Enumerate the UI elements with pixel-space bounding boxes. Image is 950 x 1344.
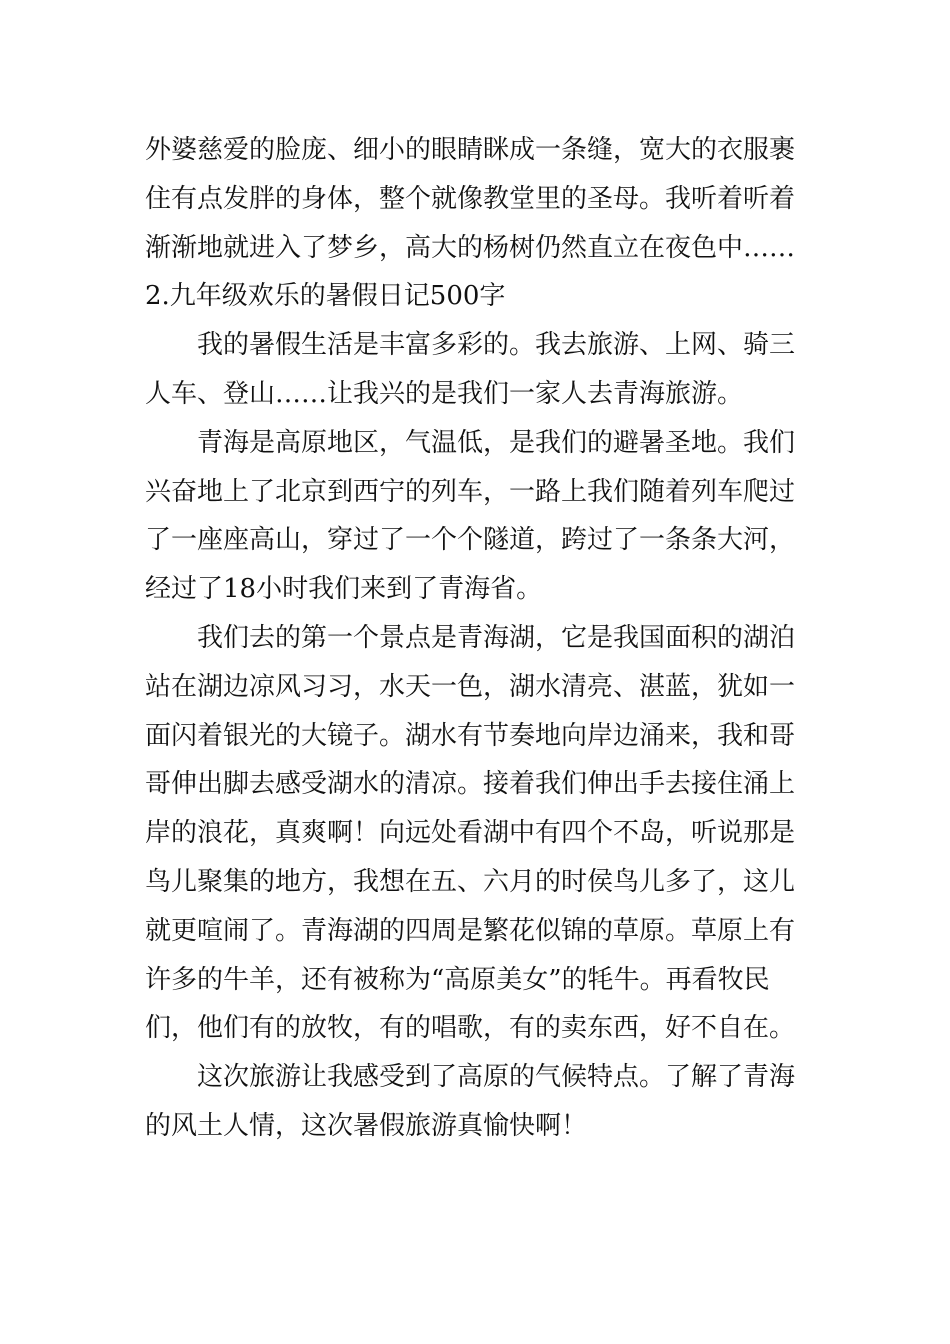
paragraph-first-line: 我的暑假生活是丰富多彩的。我去旅游、上网、骑三 — [197, 330, 796, 361]
text-line: 渐渐地就进入了梦乡，高大的杨树仍然直立在夜色中…… — [145, 232, 796, 263]
text-line: 就更喧闹了。青海湖的四周是繁花似锦的草原。草原上有 — [145, 915, 796, 946]
text-line: 外婆慈爱的脸庞、细小的眼睛眯成一条缝，宽大的衣服裹 — [145, 135, 796, 165]
text-line: 鸟儿聚集的地方，我想在五、六月的时侯鸟儿多了，这儿 — [145, 866, 796, 897]
text-line: 面闪着银光的大镜子。湖水有节奏地向岸边涌来，我和哥 — [145, 720, 796, 751]
text-line: 站在湖边凉风习习，水天一色，湖水清亮、湛蓝，犹如一 — [145, 671, 796, 702]
text-line: 经过了18小时我们来到了青海省。 — [145, 574, 543, 605]
text-line: 的风土人情，这次暑假旅游真愉快啊！ — [145, 1110, 588, 1141]
paragraph-first-line: 这次旅游让我感受到了高原的气候特点。了解了青海 — [197, 1062, 796, 1093]
text-line: 岸的浪花，真爽啊！向远处看湖中有四个不岛，听说那是 — [145, 818, 796, 849]
text-line: 哥伸出脚去感受湖水的清凉。接着我们伸出手去接住涌上 — [145, 769, 796, 800]
paragraph-first-line: 我们去的第一个景点是青海湖，它是我国面积的湖泊 — [197, 622, 796, 653]
section-heading: 2.九年级欢乐的暑假日记500字 — [145, 281, 506, 312]
text-line: 住有点发胖的身体，整个就像教堂里的圣母。我听着听着 — [145, 183, 796, 214]
text-line: 人车、登山……让我兴的是我们一家人去青海旅游。 — [145, 378, 744, 409]
text-line: 兴奋地上了北京到西宁的列车，一路上我们随着列车爬过 — [145, 476, 796, 507]
text-line: 许多的牛羊，还有被称为“高原美女”的牦牛。再看牧民 — [145, 964, 770, 995]
text-line: 了一座座高山，穿过了一个个隧道，跨过了一条条大河， — [145, 525, 796, 556]
text-line: 们，他们有的放牧，有的唱歌，有的卖东西，好不自在。 — [145, 1013, 796, 1044]
paragraph-first-line: 青海是高原地区，气温低，是我们的避暑圣地。我们 — [197, 427, 796, 458]
document-body — [145, 126, 810, 1151]
